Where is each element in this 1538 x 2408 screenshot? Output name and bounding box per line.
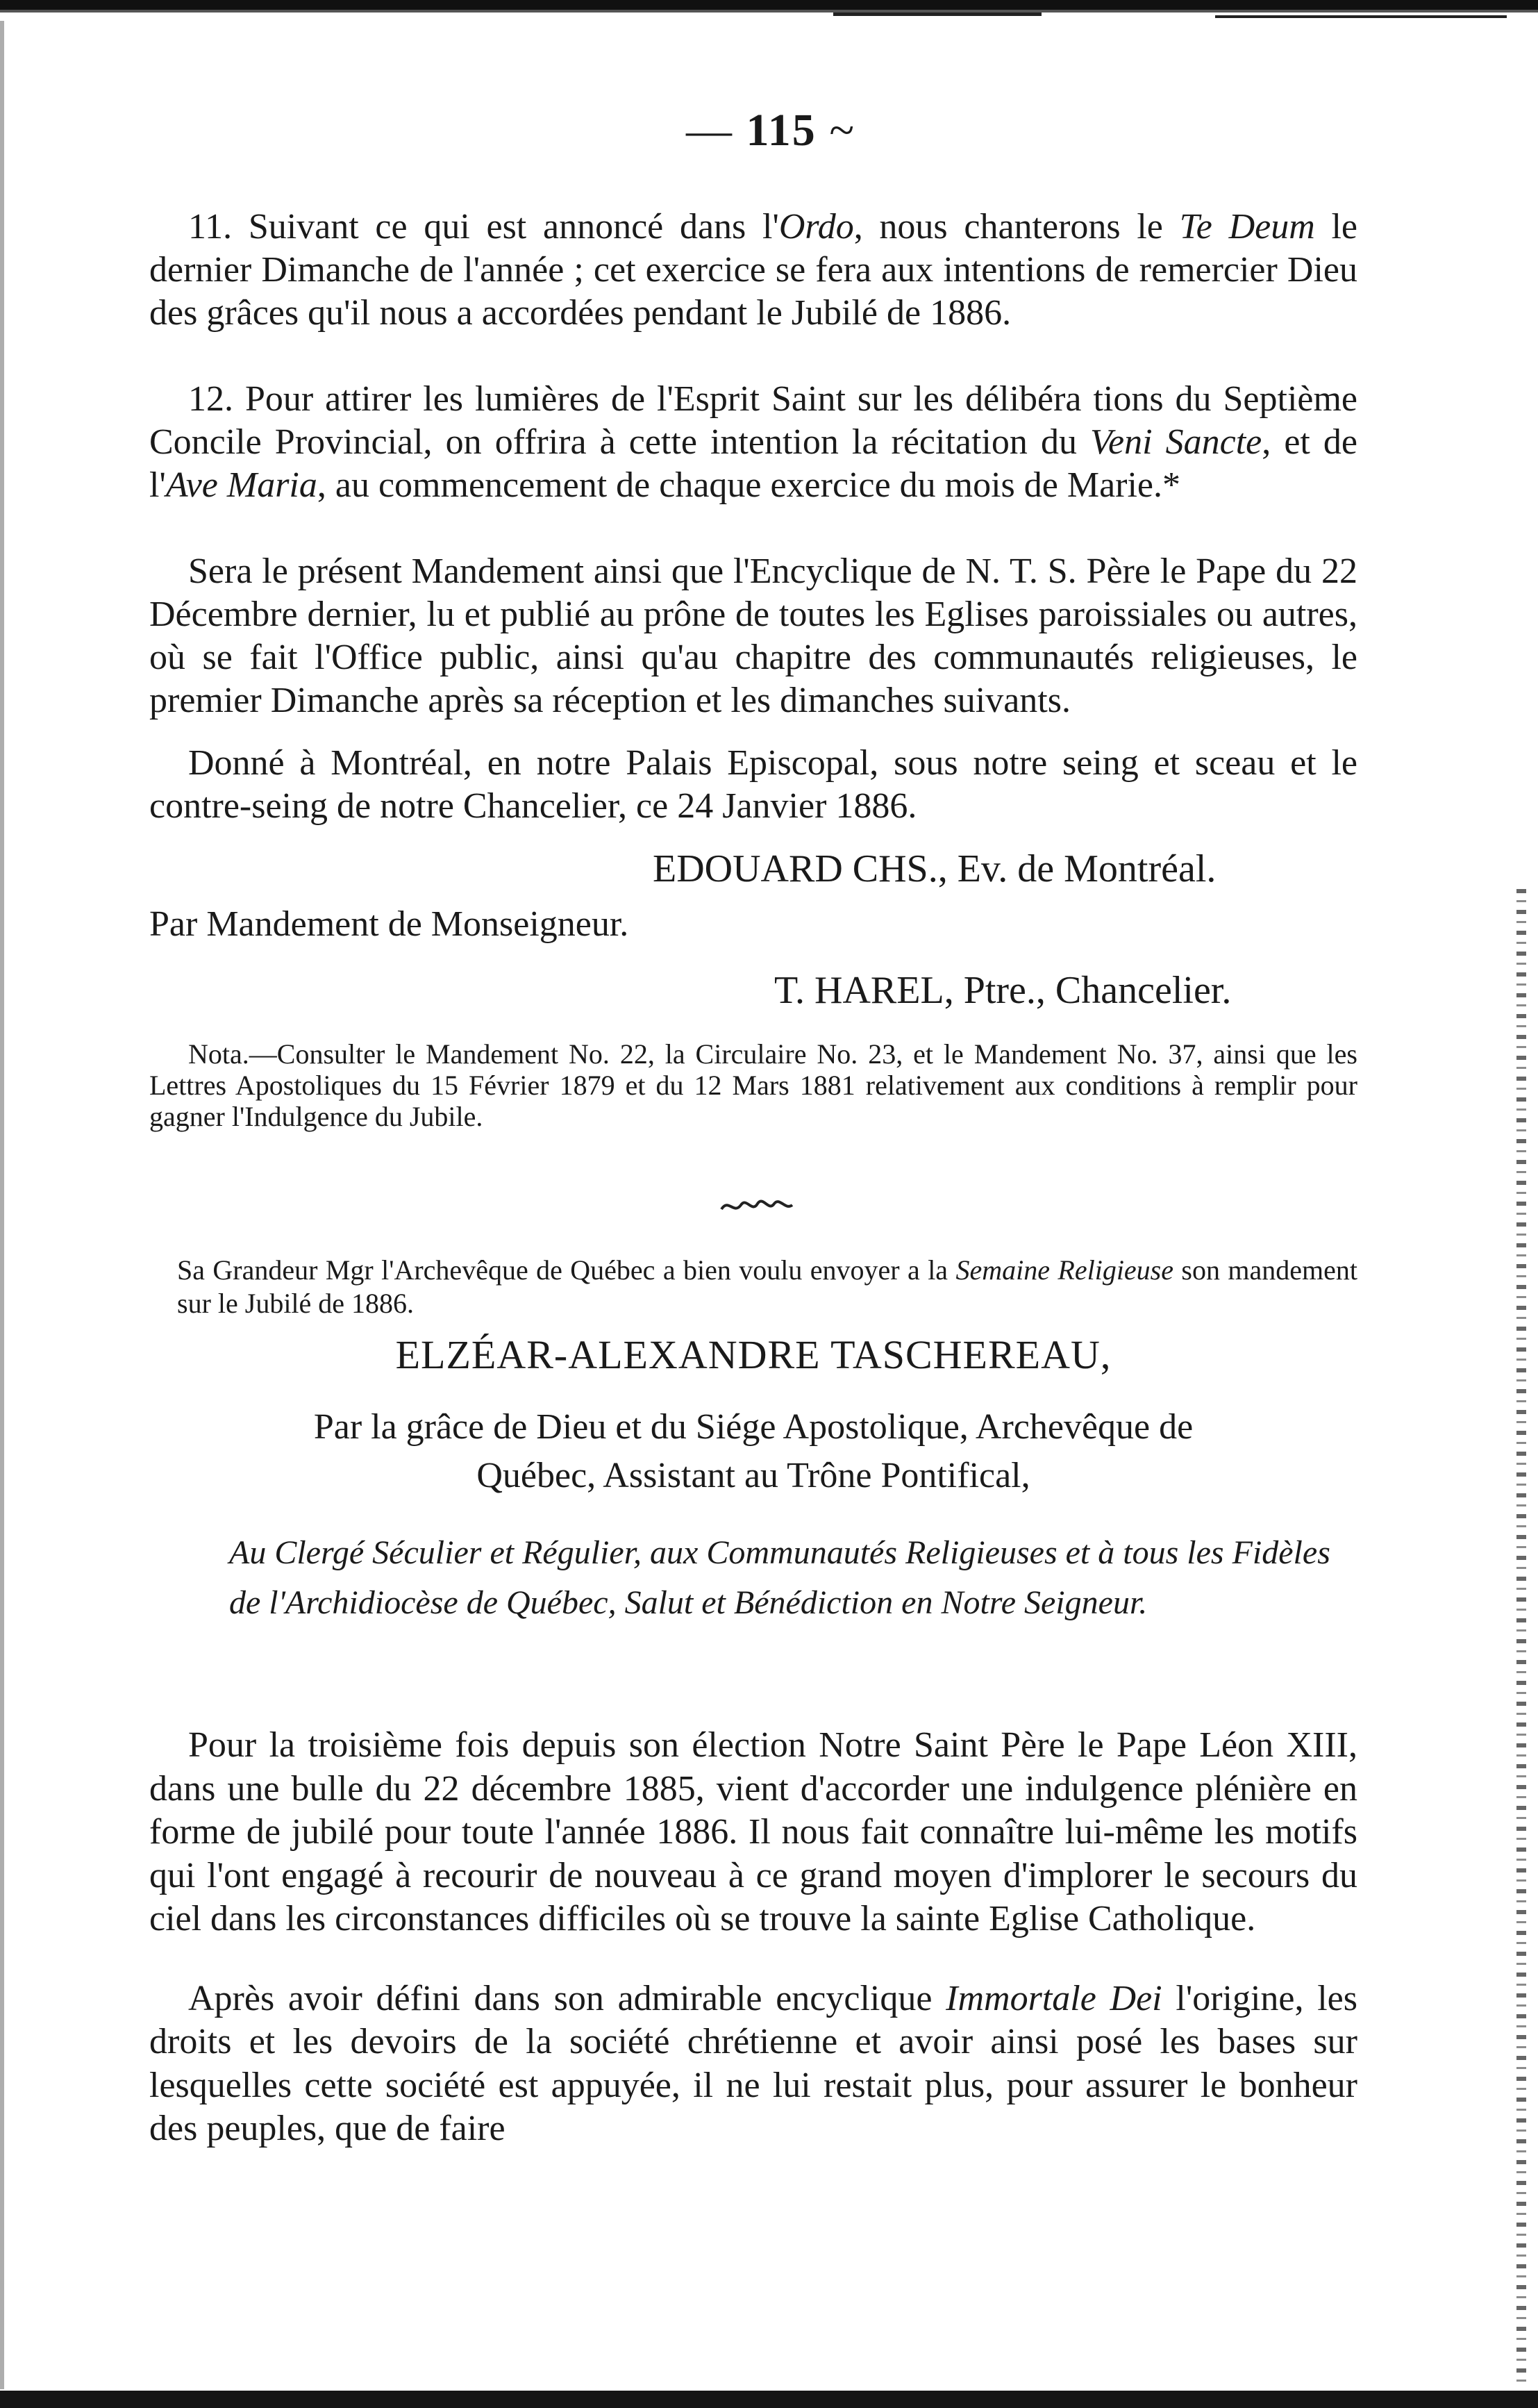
paragraph-11: [149, 206, 1357, 335]
top-scan-mark: [833, 13, 1042, 16]
address-salutation: Au Clergé Séculier et Régulier, aux Communautés Religieuses et à tous les Fidèles de l'Archidiocèse de Québec, Salut et Bénédiction en Notre Seigneur.: [229, 1534, 1330, 1621]
intro-note: [177, 1254, 1357, 1320]
page-number: [632, 104, 910, 157]
italic-term: Te Deum: [1179, 207, 1315, 247]
chancellor-signature: T. HAREL, Ptre., Chancelier.: [774, 969, 1232, 1012]
paragraph-text: Donné à Montréal, en notre Palais Episcopal, sous notre seing et sceau et le contre-seing de notre Chancelier, ce 24 Janvier 1886.: [149, 743, 1357, 826]
italic-term: Ave Maria: [165, 465, 317, 505]
italic-term: Semaine Religieuse: [955, 1254, 1174, 1286]
page-number-value: 115: [746, 105, 817, 156]
italic-term: Veni Sancte: [1090, 422, 1262, 462]
archbishop-name: ELZÉAR-ALEXANDRE TASCHEREAU,: [395, 1332, 1112, 1377]
paragraph-text: , nous chanterons le: [853, 207, 1180, 247]
right-scan-edge: [1516, 889, 1526, 2382]
italic-term: Ordo: [778, 207, 854, 247]
paragraph-text: le dernier Dimanche de l'année ; cet exercice se fera aux intentions de remercier Dieu des grâces qu'il nous a accordées pendant le Jubilé de 1886.: [149, 207, 1358, 333]
left-scan-edge: [0, 21, 4, 2389]
dignity-line: Québec, Assistant au Trône Pontifical,: [476, 1456, 1030, 1495]
dignity-line: Par la grâce de Dieu et du Siége Apostolique, Archevêque de: [313, 1407, 1194, 1447]
paragraph-number: 11.: [188, 207, 233, 247]
page-number-prefix: —: [685, 105, 733, 156]
paragraph-text: Pour attirer les lumières de l'Esprit Saint sur les délibéra tions du Septième Concile Provincial, on offrira à cette intention la récitation du: [149, 379, 1358, 462]
paragraph-sera: [149, 550, 1357, 722]
page-number-suffix: ~: [829, 105, 856, 156]
ornament-flourish: [719, 1191, 795, 1219]
paragraph-pour: Pour la troisième fois depuis son élection Notre Saint Père le Pape Léon XIII, dans une bulle du 22 décembre 1885, vient d'accorder une indulgence plénière en forme de jubilé pour toute l'année 1886. Il nous fait connaître lui-même les motifs qui l'ont engagé à recourir de nouveau à ce grand moyen d'implorer le secours du ciel dans les circonstances difficiles où se trouve la sainte Eglise Catholique.: [149, 1725, 1357, 1938]
paragraph-number: 12.: [188, 379, 233, 419]
paragraph-text: Sera le présent Mandement ainsi que l'Encyclique de N. T. S. Père le Pape du 22 Décembre dernier, lu et publié au prône de toutes les Eglises paroissiales ou autres, où se fait l'Office public, ainsi qu'au chapitre des communautés religieuses, le premier Dimanche après sa réception et les dimanches suivants.: [149, 551, 1357, 720]
nota-label: Nota.: [188, 1038, 249, 1070]
nota-text: —Consulter le Mandement No. 22, la Circulaire No. 23, et le Mandement No. 37, ainsi que les Lettres Apostoliques du 15 Février 1879 et du 12 Mars 1881 relativement aux conditions à remplir pour gagner l'Indulgence du Jubile.: [149, 1038, 1357, 1132]
bishop-signature: EDOUARD CHS., Ev. de Montréal.: [653, 847, 1217, 890]
paragraph-text: , et de l': [149, 422, 1358, 505]
intro-text: son mandement sur le Jubilé de 1886.: [177, 1254, 1358, 1319]
paragraph-text: Après avoir défini dans son admirable encyclique: [188, 1978, 946, 2018]
paragraph-text: l'origine, les droits et les devoirs de la société chrétienne et avoir ainsi posé les bases sur lesquelles cette société est appuyée, il ne lui restait plus, pour assurer le bonheur des peuples, que de faire: [149, 1978, 1357, 2148]
bottom-scan-border: [0, 2391, 1538, 2408]
italic-term: Immortale Dei: [946, 1978, 1162, 2018]
paragraph-text: Suivant ce qui est annoncé dans l': [248, 207, 779, 247]
body-paragraphs: [149, 1688, 1357, 2187]
intro-text: Sa Grandeur Mgr l'Archevêque de Québec a bien voulu envoyer a la: [177, 1254, 956, 1286]
nota-note: [149, 1038, 1357, 1132]
par-mandement: Par Mandement de Monseigneur.: [149, 904, 629, 944]
paragraph-12: [149, 378, 1357, 507]
archbishop-dignity: [149, 1403, 1357, 1500]
top-scan-mark: [1215, 15, 1507, 18]
paragraph-apres: [149, 1977, 1357, 2151]
paragraph-text: , au commencement de chaque exercice du mois de Marie.*: [317, 465, 1181, 505]
paragraph-donne: [149, 742, 1357, 828]
